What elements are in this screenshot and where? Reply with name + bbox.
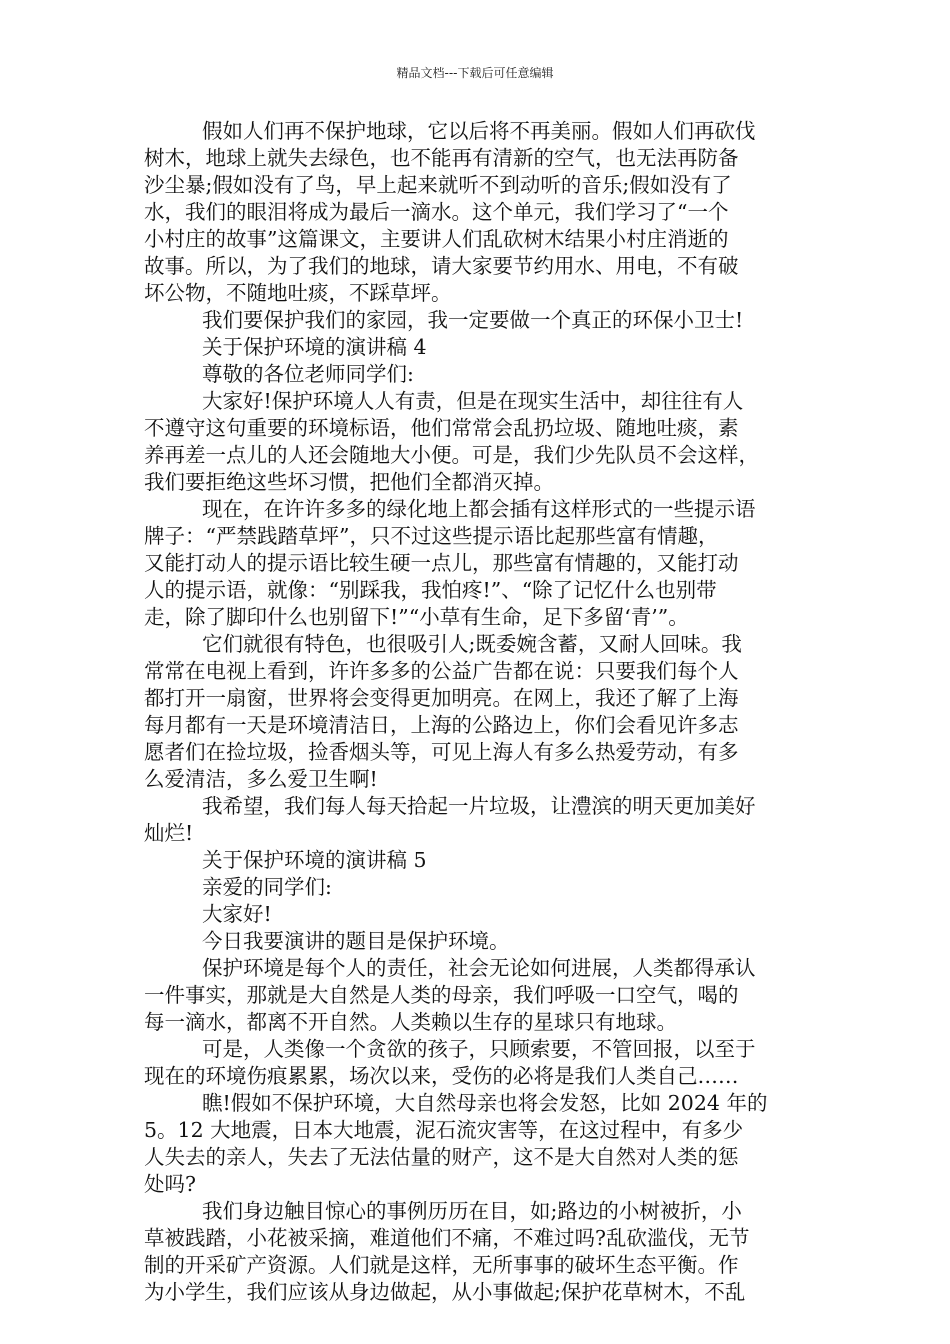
text-line: 我们身边触目惊心的事例历历在目，如;路边的小树被折，小	[202, 1199, 742, 1223]
text-line: 我们要保护我们的家园，我一定要做一个真正的环保小卫士!	[202, 308, 744, 332]
text-line: 走，除了脚印什么也别留下!”“小草有生命，足下多留‘青’”。	[144, 605, 689, 629]
text-line: 不遵守这句重要的环境标语，他们常常会乱扔垃圾、随地吐痰，素	[144, 416, 739, 440]
text-line: 么爱清洁，多么爱卫生啊!	[144, 767, 378, 791]
text-line: 亲爱的同学们:	[202, 875, 332, 899]
text-line: 今日我要演讲的题目是保护环境。	[202, 929, 510, 953]
text-line: 我希望，我们每人每天拾起一片垃圾，让澧滨的明天更加美好	[202, 794, 756, 818]
text-line: 大家好!	[202, 902, 272, 926]
text-line: 小村庄的故事”这篇课文，主要讲人们乱砍树木结果小村庄消逝的	[144, 227, 729, 251]
text-line: 现在的环境伤痕累累，场次以来，受伤的必将是我们人类自己……	[144, 1064, 739, 1088]
text-line: 瞧!假如不保护环境，大自然母亲也将会发怒，比如 2024 年的	[202, 1091, 768, 1115]
text-line: 灿烂!	[144, 821, 194, 845]
text-line: 又能打动人的提示语比较生硬一点儿，那些富有情趣的，又能打动	[144, 551, 739, 575]
text-line: 关于保护环境的演讲稿 5	[202, 848, 427, 872]
text-line: 养再差一点儿的人还会随地大小便。可是，我们少先队员不会这样，	[144, 443, 759, 467]
text-line: 愿者们在捡垃圾，捡香烟头等，可见上海人有多么热爱劳动，有多	[144, 740, 739, 764]
text-line: 人失去的亲人，失去了无法估量的财产，这不是大自然对人类的惩	[144, 1145, 739, 1169]
text-line: 草被践踏，小花被采摘，难道他们不痛，不难过吗?乱砍滥伐，无节	[144, 1226, 750, 1250]
text-line: 都打开一扇窗，世界将会变得更加明亮。在网上，我还了解了上海	[144, 686, 739, 710]
text-line: 5。12 大地震，日本大地震，泥石流灾害等，在这过程中，有多少	[144, 1118, 744, 1142]
page-header: 精品文档---下载后可任意编辑	[396, 66, 554, 80]
text-line: 大家好!保护环境人人有责，但是在现实生活中，却往往有人	[202, 389, 744, 413]
text-line: 一件事实，那就是大自然是人类的母亲，我们呼吸一口空气，喝的	[144, 983, 739, 1007]
text-line: 处吗?	[144, 1172, 196, 1196]
text-line: 它们就很有特色，也很吸引人;既委婉含蓄，又耐人回味。我	[202, 632, 742, 656]
text-line: 为小学生，我们应该从身边做起，从小事做起;保护花草树木，不乱	[144, 1280, 746, 1304]
document-body	[144, 118, 808, 1306]
text-line: 牌子：“严禁践踏草坪”，只不过这些提示语比起那些富有情趣，	[144, 524, 719, 548]
text-line: 我们要拒绝这些坏习惯，把他们全都消灭掉。	[144, 470, 554, 494]
text-line: 尊敬的各位老师同学们:	[202, 362, 414, 386]
text-line: 树木，地球上就失去绿色，也不能再有清新的空气，也无法再防备	[144, 146, 739, 170]
text-line: 每月都有一天是环境清洁日，上海的公路边上，你们会看见许多志	[144, 713, 739, 737]
text-line: 每一滴水，都离不开自然。人类赖以生存的星球只有地球。	[144, 1010, 677, 1034]
text-line: 沙尘暴;假如没有了鸟，早上起来就听不到动听的音乐;假如没有了	[144, 173, 732, 197]
text-line: 保护环境是每个人的责任，社会无论如何进展，人类都得承认	[202, 956, 756, 980]
text-line: 假如人们再不保护地球，它以后将不再美丽。假如人们再砍伐	[202, 119, 756, 143]
text-line: 制的开采矿产资源。人们就是这样，无所事事的破坏生态平衡。作	[144, 1253, 739, 1277]
text-line: 人的提示语，就像：“别踩我，我怕疼!”、“除了记忆什么也别带	[144, 578, 717, 602]
text-line: 关于保护环境的演讲稿 4	[202, 335, 427, 359]
text-line: 常常在电视上看到，许许多多的公益广告都在说：只要我们每个人	[144, 659, 739, 683]
text-line: 坏公物，不随地吐痰，不踩草坪。	[144, 281, 452, 305]
text-line: 故事。所以，为了我们的地球，请大家要节约用水、用电，不有破	[144, 254, 739, 278]
text-line: 可是，人类像一个贪欲的孩子，只顾索要，不管回报，以至于	[202, 1037, 756, 1061]
text-line: 现在，在许许多多的绿化地上都会插有这样形式的一些提示语	[202, 497, 756, 521]
text-line: 水，我们的眼泪将成为最后一滴水。这个单元，我们学习了“一个	[144, 200, 729, 224]
